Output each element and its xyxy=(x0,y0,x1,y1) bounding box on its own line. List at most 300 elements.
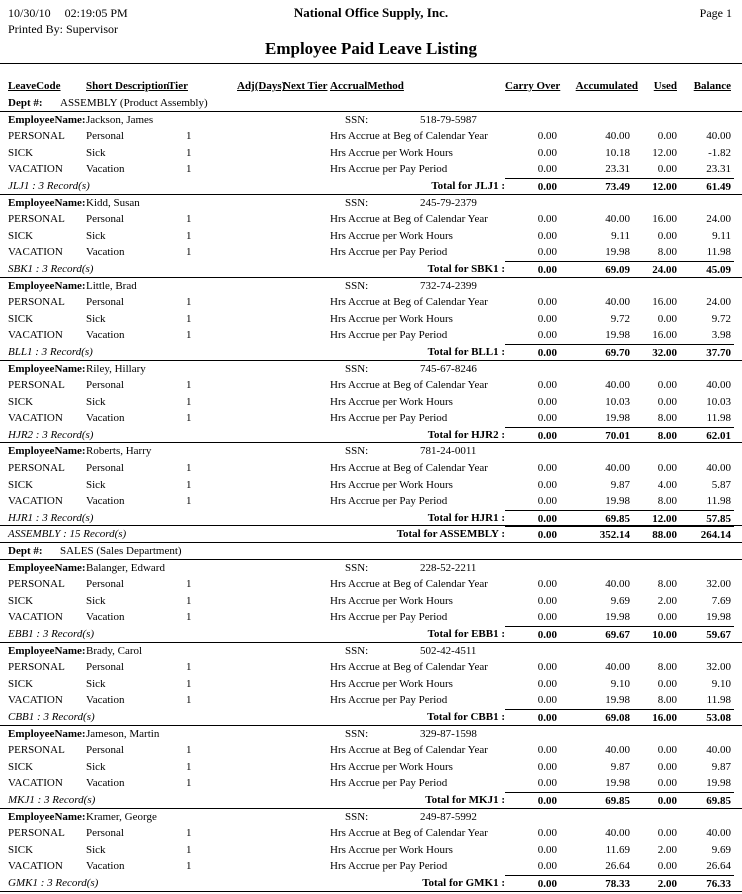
accrual-method: Hrs Accrue per Pay Period xyxy=(330,694,448,707)
employee-row xyxy=(0,643,742,660)
leave-code: PERSONAL xyxy=(8,661,65,674)
carry-over-value: 0.00 xyxy=(537,395,557,408)
leave-tier: 1 xyxy=(186,478,192,491)
leave-code: VACATION xyxy=(8,163,63,176)
balance-value: 11.98 xyxy=(706,495,731,508)
adj-days-cell xyxy=(237,294,283,311)
total-accumulated: 69.85 xyxy=(560,792,638,809)
leave-code: PERSONAL xyxy=(8,379,65,392)
leave-row xyxy=(0,576,742,593)
adj-days-cell xyxy=(237,327,283,344)
leave-row xyxy=(0,825,742,842)
adj-days-cell xyxy=(237,161,283,178)
report-header xyxy=(0,0,742,23)
leave-description: Personal xyxy=(86,744,124,757)
employee-name: Jackson, James xyxy=(86,113,154,126)
total-accumulated: 69.85 xyxy=(560,510,638,527)
accrual-method: Hrs Accrue per Pay Period xyxy=(330,329,448,342)
ssn-label: SSN: xyxy=(345,561,369,574)
col-accrual-method: AccrualMethod xyxy=(330,80,404,92)
leave-code: SICK xyxy=(8,229,34,242)
accrual-method: Hrs Accrue per Work Hours xyxy=(330,312,453,325)
leave-row xyxy=(0,659,742,676)
carry-over-value: 0.00 xyxy=(537,213,557,226)
balance-value: 9.11 xyxy=(712,229,731,242)
next-tier-cell xyxy=(283,211,330,228)
record-count: GMK1 : 3 Record(s) xyxy=(8,876,99,889)
accumulated-value: 40.00 xyxy=(605,213,630,226)
next-tier-cell xyxy=(283,842,330,859)
accumulated-value: 9.10 xyxy=(610,677,630,690)
accumulated-value: 19.98 xyxy=(605,611,630,624)
ssn-value: 745-67-8246 xyxy=(420,362,477,375)
leave-tier: 1 xyxy=(186,760,192,773)
adj-days-cell xyxy=(237,576,283,593)
next-tier-cell xyxy=(283,161,330,178)
next-tier-cell xyxy=(283,294,330,311)
accumulated-value: 26.64 xyxy=(605,860,630,873)
report-title: Employee Paid Leave Listing xyxy=(264,39,478,58)
leave-tier: 1 xyxy=(186,412,192,425)
total-carry-over: 0.00 xyxy=(505,526,560,543)
accumulated-value: 19.98 xyxy=(605,777,630,790)
ssn-value: 502-42-4511 xyxy=(420,644,477,657)
leave-code: VACATION xyxy=(8,246,63,259)
col-next-tier: Next Tier xyxy=(283,80,328,92)
column-header-row xyxy=(0,78,742,95)
balance-value: 19.98 xyxy=(706,777,731,790)
col-short-description: Short Description xyxy=(86,80,170,92)
leave-row xyxy=(0,228,742,245)
total-balance: 37.70 xyxy=(682,344,734,361)
leave-tier: 1 xyxy=(186,329,192,342)
carry-over-value: 0.00 xyxy=(537,412,557,425)
leave-tier: 1 xyxy=(186,163,192,176)
total-accumulated: 69.67 xyxy=(560,626,638,643)
used-value: 0.00 xyxy=(657,229,677,242)
used-value: 8.00 xyxy=(657,246,677,259)
next-tier-cell xyxy=(283,228,330,245)
carry-over-value: 0.00 xyxy=(537,860,557,873)
leave-tier: 1 xyxy=(186,744,192,757)
used-value: 2.00 xyxy=(657,594,677,607)
total-accumulated: 69.70 xyxy=(560,344,638,361)
accrual-method: Hrs Accrue per Work Hours xyxy=(330,229,453,242)
record-count: HJR2 : 3 Record(s) xyxy=(8,428,94,441)
used-value: 0.00 xyxy=(657,860,677,873)
employee-total-row xyxy=(0,178,742,195)
leave-tier: 1 xyxy=(186,246,192,259)
balance-value: 9.10 xyxy=(711,677,731,690)
leave-description: Sick xyxy=(86,478,106,491)
leave-tier: 1 xyxy=(186,495,192,508)
leave-description: Sick xyxy=(86,312,106,325)
leave-row xyxy=(0,477,742,494)
leave-code: VACATION xyxy=(8,777,63,790)
balance-value: 7.69 xyxy=(711,594,731,607)
carry-over-value: 0.00 xyxy=(537,329,557,342)
record-count: BLL1 : 3 Record(s) xyxy=(8,345,93,358)
adj-days-cell xyxy=(237,377,283,394)
total-label: Total for CBB1 : xyxy=(427,710,505,723)
used-value: 16.00 xyxy=(652,329,677,342)
total-balance: 53.08 xyxy=(682,709,734,726)
leave-description: Sick xyxy=(86,146,106,159)
next-tier-cell xyxy=(283,742,330,759)
carry-over-value: 0.00 xyxy=(537,594,557,607)
record-count: SBK1 : 3 Record(s) xyxy=(8,262,94,275)
printed-by: Printed By: Supervisor xyxy=(8,22,118,36)
ssn-value: 732-74-2399 xyxy=(420,279,477,292)
total-balance: 61.49 xyxy=(682,178,734,195)
leave-code: PERSONAL xyxy=(8,462,65,475)
leave-code: VACATION xyxy=(8,611,63,624)
next-tier-cell xyxy=(283,825,330,842)
total-accumulated: 69.08 xyxy=(560,709,638,726)
leave-description: Vacation xyxy=(86,860,125,873)
balance-value: 40.00 xyxy=(706,744,731,757)
adj-days-cell xyxy=(237,493,283,510)
used-value: 0.00 xyxy=(657,395,677,408)
leave-description: Sick xyxy=(86,229,106,242)
accumulated-value: 23.31 xyxy=(605,163,630,176)
leave-tier: 1 xyxy=(186,661,192,674)
adj-days-cell xyxy=(237,311,283,328)
ssn-label: SSN: xyxy=(345,445,369,458)
leave-row xyxy=(0,128,742,145)
used-value: 0.00 xyxy=(657,379,677,392)
leave-code: SICK xyxy=(8,395,34,408)
col-adj-days: Adj(Days) xyxy=(237,80,286,92)
leave-tier: 1 xyxy=(186,229,192,242)
used-value: 0.00 xyxy=(657,312,677,325)
accrual-method: Hrs Accrue at Beg of Calendar Year xyxy=(330,213,488,226)
record-count: EBB1 : 3 Record(s) xyxy=(8,628,95,640)
accumulated-value: 9.11 xyxy=(611,229,630,242)
adj-days-cell xyxy=(237,825,283,842)
next-tier-cell xyxy=(283,128,330,145)
total-balance: 62.01 xyxy=(682,427,734,444)
total-accumulated: 73.49 xyxy=(560,178,638,195)
accrual-method: Hrs Accrue per Pay Period xyxy=(330,611,448,624)
employee-total-row xyxy=(0,427,742,444)
leave-description: Vacation xyxy=(86,163,125,176)
next-tier-cell xyxy=(283,692,330,709)
total-label: Total for ASSEMBLY : xyxy=(396,528,505,541)
carry-over-value: 0.00 xyxy=(537,163,557,176)
accumulated-value: 40.00 xyxy=(605,130,630,143)
ssn-label: SSN: xyxy=(345,644,369,657)
total-carry-over: 0.00 xyxy=(505,510,560,527)
employee-name: Brady, Carol xyxy=(86,644,143,657)
balance-value: 40.00 xyxy=(706,130,731,143)
ssn-value: 329-87-1598 xyxy=(420,727,477,740)
adj-days-cell xyxy=(237,842,283,859)
balance-value: 19.98 xyxy=(706,611,731,624)
used-value: 4.00 xyxy=(657,478,677,491)
ssn-label: SSN: xyxy=(345,727,369,740)
accrual-method: Hrs Accrue per Work Hours xyxy=(330,677,453,690)
accrual-method: Hrs Accrue per Pay Period xyxy=(330,860,448,873)
leave-code: PERSONAL xyxy=(8,296,65,309)
adj-days-cell xyxy=(237,228,283,245)
carry-over-value: 0.00 xyxy=(537,611,557,624)
total-label: Total for MKJ1 : xyxy=(425,793,505,806)
leave-row xyxy=(0,211,742,228)
employee-name: Kidd, Susan xyxy=(86,196,140,209)
leave-code: SICK xyxy=(8,312,34,325)
adj-days-cell xyxy=(237,858,283,875)
leave-row xyxy=(0,858,742,875)
total-accumulated: 352.14 xyxy=(560,526,638,543)
leave-code: SICK xyxy=(8,677,34,690)
used-value: 16.00 xyxy=(652,213,677,226)
total-balance: 69.85 xyxy=(682,792,734,809)
leave-code: VACATION xyxy=(8,495,63,508)
leave-row xyxy=(0,775,742,792)
employee-row xyxy=(0,726,742,743)
adj-days-cell xyxy=(237,759,283,776)
employee-name-label: EmployeeName: xyxy=(8,196,86,209)
accrual-method: Hrs Accrue per Work Hours xyxy=(330,478,453,491)
adj-days-cell xyxy=(237,244,283,261)
leave-code: VACATION xyxy=(8,329,63,342)
accrual-method: Hrs Accrue at Beg of Calendar Year xyxy=(330,578,488,591)
adj-days-cell xyxy=(237,211,283,228)
accumulated-value: 11.69 xyxy=(605,843,630,856)
used-value: 8.00 xyxy=(657,578,677,591)
ssn-label: SSN: xyxy=(345,113,369,126)
ssn-value: 518-79-5987 xyxy=(420,113,477,126)
adj-days-cell xyxy=(237,676,283,693)
carry-over-value: 0.00 xyxy=(537,843,557,856)
total-balance: 45.09 xyxy=(682,261,734,278)
record-count: CBB1 : 3 Record(s) xyxy=(8,710,95,723)
balance-value: 11.98 xyxy=(706,412,731,425)
leave-code: PERSONAL xyxy=(8,213,65,226)
leave-code: SICK xyxy=(8,478,34,491)
report-date: 10/30/10 xyxy=(8,6,51,20)
leave-description: Vacation xyxy=(86,495,125,508)
leave-tier: 1 xyxy=(186,860,192,873)
accumulated-value: 40.00 xyxy=(605,462,630,475)
carry-over-value: 0.00 xyxy=(537,229,557,242)
employee-row xyxy=(0,560,742,577)
carry-over-value: 0.00 xyxy=(537,677,557,690)
page-number: Page 1 xyxy=(699,6,732,20)
employee-row xyxy=(0,278,742,295)
total-used: 24.00 xyxy=(638,261,682,278)
accumulated-value: 19.98 xyxy=(605,495,630,508)
carry-over-value: 0.00 xyxy=(537,478,557,491)
adj-days-cell xyxy=(237,128,283,145)
leave-tier: 1 xyxy=(186,843,192,856)
accrual-method: Hrs Accrue per Work Hours xyxy=(330,843,453,856)
adj-days-cell xyxy=(237,593,283,610)
carry-over-value: 0.00 xyxy=(537,744,557,757)
leave-tier: 1 xyxy=(186,677,192,690)
employee-total-row xyxy=(0,792,742,809)
leave-description: Personal xyxy=(86,296,124,309)
employee-name: Riley, Hillary xyxy=(86,362,146,375)
balance-value: 9.72 xyxy=(711,312,731,325)
accumulated-value: 40.00 xyxy=(605,296,630,309)
next-tier-cell xyxy=(283,775,330,792)
employee-name: Little, Brad xyxy=(86,279,137,292)
leave-row xyxy=(0,377,742,394)
balance-value: 23.31 xyxy=(706,163,731,176)
leave-tier: 1 xyxy=(186,578,192,591)
accrual-method: Hrs Accrue per Work Hours xyxy=(330,395,453,408)
next-tier-cell xyxy=(283,477,330,494)
employee-row xyxy=(0,112,742,129)
leave-tier: 1 xyxy=(186,130,192,143)
col-accumulated: Accumulated xyxy=(575,80,638,92)
leave-row xyxy=(0,759,742,776)
carry-over-value: 0.00 xyxy=(537,495,557,508)
record-count: MKJ1 : 3 Record(s) xyxy=(8,793,96,806)
next-tier-cell xyxy=(283,659,330,676)
carry-over-value: 0.00 xyxy=(537,312,557,325)
total-label: Total for GMK1 : xyxy=(422,876,505,889)
ssn-label: SSN: xyxy=(345,362,369,375)
total-accumulated: 70.01 xyxy=(560,427,638,444)
ssn-label: SSN: xyxy=(345,810,369,823)
accumulated-value: 9.69 xyxy=(610,594,630,607)
employee-name: Jameson, Martin xyxy=(86,727,160,740)
balance-value: 3.98 xyxy=(711,329,731,342)
used-value: 8.00 xyxy=(657,495,677,508)
accumulated-value: 40.00 xyxy=(605,578,630,591)
leave-description: Vacation xyxy=(86,246,125,259)
carry-over-value: 0.00 xyxy=(537,146,557,159)
employee-total-row xyxy=(0,261,742,278)
used-value: 2.00 xyxy=(657,843,677,856)
carry-over-value: 0.00 xyxy=(537,296,557,309)
total-used: 88.00 xyxy=(638,526,682,543)
total-used: 0.00 xyxy=(638,792,682,809)
balance-value: 10.03 xyxy=(706,395,731,408)
accrual-method: Hrs Accrue per Pay Period xyxy=(330,777,448,790)
accrual-method: Hrs Accrue at Beg of Calendar Year xyxy=(330,661,488,674)
carry-over-value: 0.00 xyxy=(537,462,557,475)
total-carry-over: 0.00 xyxy=(505,261,560,278)
ssn-value: 228-52-2211 xyxy=(420,561,477,574)
dept-total-row xyxy=(0,526,742,543)
employee-row xyxy=(0,809,742,826)
leave-tier: 1 xyxy=(186,379,192,392)
balance-value: 24.00 xyxy=(706,213,731,226)
leave-code: PERSONAL xyxy=(8,744,65,757)
next-tier-cell xyxy=(283,244,330,261)
leave-tier: 1 xyxy=(186,694,192,707)
next-tier-cell xyxy=(283,311,330,328)
next-tier-cell xyxy=(283,609,330,626)
total-label: Total for HJR1 : xyxy=(427,511,505,524)
leave-row xyxy=(0,410,742,427)
balance-value: 32.00 xyxy=(706,578,731,591)
carry-over-value: 0.00 xyxy=(537,694,557,707)
leave-description: Personal xyxy=(86,379,124,392)
total-used: 16.00 xyxy=(638,709,682,726)
leave-description: Vacation xyxy=(86,412,125,425)
next-tier-cell xyxy=(283,493,330,510)
leave-row xyxy=(0,593,742,610)
used-value: 0.00 xyxy=(657,611,677,624)
used-value: 0.00 xyxy=(657,677,677,690)
adj-days-cell xyxy=(237,394,283,411)
ssn-label: SSN: xyxy=(345,196,369,209)
carry-over-value: 0.00 xyxy=(537,777,557,790)
dept-row xyxy=(0,543,742,560)
used-value: 8.00 xyxy=(657,412,677,425)
leave-description: Vacation xyxy=(86,329,125,342)
balance-value: 24.00 xyxy=(706,296,731,309)
report-time: 02:19:05 PM xyxy=(64,6,128,20)
leave-code: SICK xyxy=(8,843,34,856)
next-tier-cell xyxy=(283,759,330,776)
next-tier-cell xyxy=(283,377,330,394)
leave-row xyxy=(0,394,742,411)
leave-row xyxy=(0,460,742,477)
accrual-method: Hrs Accrue at Beg of Calendar Year xyxy=(330,130,488,143)
used-value: 8.00 xyxy=(657,661,677,674)
employee-total-row xyxy=(0,875,742,892)
leave-tier: 1 xyxy=(186,594,192,607)
employee-total-row xyxy=(0,626,742,643)
dept-label: Dept #: xyxy=(8,97,43,109)
employee-total-row xyxy=(0,344,742,361)
company-name: National Office Supply, Inc. xyxy=(293,5,449,20)
leave-description: Sick xyxy=(86,594,106,607)
employee-name-label: EmployeeName: xyxy=(8,810,86,823)
leave-description: Sick xyxy=(86,395,106,408)
balance-value: 9.69 xyxy=(711,843,731,856)
total-label: Total for SBK1 : xyxy=(427,262,505,275)
balance-value: -1.82 xyxy=(708,146,731,159)
leave-code: VACATION xyxy=(8,694,63,707)
employee-row xyxy=(0,361,742,378)
total-used: 12.00 xyxy=(638,510,682,527)
carry-over-value: 0.00 xyxy=(537,578,557,591)
leave-tier: 1 xyxy=(186,611,192,624)
accrual-method: Hrs Accrue per Work Hours xyxy=(330,760,453,773)
ssn-value: 781-24-0011 xyxy=(420,445,477,458)
leave-code: SICK xyxy=(8,594,34,607)
total-label: Total for BLL1 : xyxy=(427,345,505,358)
total-carry-over: 0.00 xyxy=(505,344,560,361)
col-balance: Balance xyxy=(693,80,731,92)
adj-days-cell xyxy=(237,742,283,759)
accrual-method: Hrs Accrue at Beg of Calendar Year xyxy=(330,296,488,309)
accumulated-value: 40.00 xyxy=(605,744,630,757)
used-value: 0.00 xyxy=(657,744,677,757)
accumulated-value: 19.98 xyxy=(605,412,630,425)
adj-days-cell xyxy=(237,477,283,494)
record-count: ASSEMBLY : 15 Record(s) xyxy=(8,528,127,541)
used-value: 0.00 xyxy=(657,777,677,790)
adj-days-cell xyxy=(237,659,283,676)
accrual-method: Hrs Accrue per Pay Period xyxy=(330,246,448,259)
total-balance: 264.14 xyxy=(682,526,734,543)
leave-tier: 1 xyxy=(186,312,192,325)
leave-description: Vacation xyxy=(86,694,125,707)
total-balance: 76.33 xyxy=(682,875,734,892)
total-label: Total for EBB1 : xyxy=(427,628,505,640)
carry-over-value: 0.00 xyxy=(537,379,557,392)
leave-description: Personal xyxy=(86,827,124,840)
dept-name: ASSEMBLY (Product Assembly) xyxy=(60,97,208,109)
